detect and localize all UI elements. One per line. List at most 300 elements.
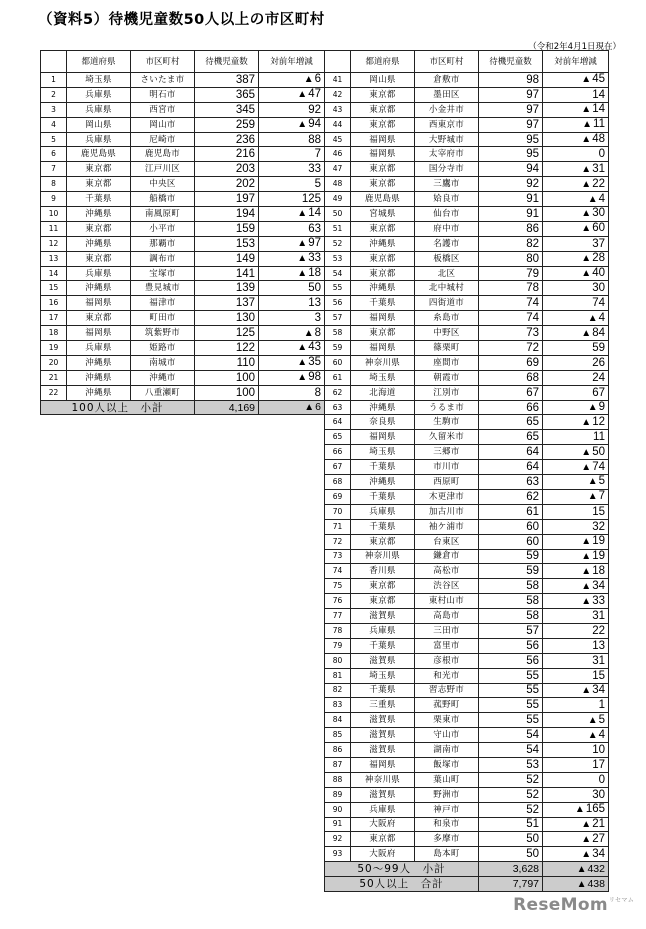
table-row bbox=[325, 683, 609, 698]
change-cell bbox=[259, 102, 325, 117]
table-row bbox=[41, 251, 325, 266]
prefecture-cell: 千葉県 bbox=[351, 519, 415, 534]
prefecture-cell: 大阪府 bbox=[351, 847, 415, 862]
change-cell bbox=[543, 772, 609, 787]
decrease-triangle-icon: ▲ bbox=[587, 491, 598, 503]
table-row bbox=[325, 355, 609, 370]
change-cell bbox=[259, 207, 325, 222]
row-number: 18 bbox=[41, 326, 67, 341]
decrease-triangle-icon: ▲ bbox=[582, 119, 593, 131]
subtotal-row-label: 100人以上 小計 bbox=[41, 400, 195, 415]
change-cell bbox=[543, 817, 609, 832]
row-number: 74 bbox=[325, 564, 351, 579]
row-number: 42 bbox=[325, 87, 351, 102]
table-row bbox=[41, 221, 325, 236]
table-row bbox=[325, 207, 609, 222]
change-value: 17 bbox=[592, 758, 605, 771]
change-cell bbox=[543, 504, 609, 519]
subtotal-row bbox=[41, 400, 325, 415]
row-number: 47 bbox=[325, 162, 351, 177]
change-value: 4 bbox=[598, 192, 605, 205]
decrease-triangle-icon: ▲ bbox=[581, 595, 592, 607]
waiting-count-cell: 56 bbox=[479, 653, 543, 668]
change-cell bbox=[259, 87, 325, 102]
row-number: 77 bbox=[325, 609, 351, 624]
prefecture-cell: 福岡県 bbox=[67, 296, 131, 311]
row-number: 58 bbox=[325, 326, 351, 341]
subtotal-row-waiting: 3,628 bbox=[479, 862, 543, 877]
waiting-count-cell: 110 bbox=[195, 355, 259, 370]
logo-suffix: リセマム bbox=[608, 897, 634, 904]
city-cell: 島本町 bbox=[415, 847, 479, 862]
decrease-triangle-icon: ▲ bbox=[581, 446, 592, 458]
decrease-triangle-icon: ▲ bbox=[581, 461, 592, 473]
change-value: 32 bbox=[592, 520, 605, 533]
city-cell: 生駒市 bbox=[415, 415, 479, 430]
waiting-count-cell: 100 bbox=[195, 370, 259, 385]
waiting-count-cell: 141 bbox=[195, 266, 259, 281]
city-cell: 守山市 bbox=[415, 728, 479, 743]
waiting-count-cell: 58 bbox=[479, 609, 543, 624]
change-value: 31 bbox=[592, 162, 605, 175]
waiting-count-cell: 55 bbox=[479, 713, 543, 728]
city-cell: 菰野町 bbox=[415, 698, 479, 713]
waiting-count-cell: 92 bbox=[479, 177, 543, 192]
row-number: 53 bbox=[325, 251, 351, 266]
row-number: 51 bbox=[325, 221, 351, 236]
change-cell bbox=[259, 251, 325, 266]
change-value: 94 bbox=[308, 118, 321, 131]
change-value: 12 bbox=[592, 415, 605, 428]
city-cell: 四街道市 bbox=[415, 296, 479, 311]
prefecture-cell: 滋賀県 bbox=[351, 713, 415, 728]
city-cell: 台東区 bbox=[415, 534, 479, 549]
change-value: 31 bbox=[592, 654, 605, 667]
waiting-count-cell: 51 bbox=[479, 817, 543, 832]
change-value: 43 bbox=[308, 341, 321, 354]
row-number: 72 bbox=[325, 534, 351, 549]
change-cell bbox=[259, 355, 325, 370]
change-cell bbox=[543, 638, 609, 653]
waiting-count-cell: 97 bbox=[479, 102, 543, 117]
waiting-count-cell: 58 bbox=[479, 594, 543, 609]
change-cell bbox=[543, 460, 609, 475]
change-value: 33 bbox=[592, 594, 605, 607]
grand-total-row-waiting: 7,797 bbox=[479, 877, 543, 892]
row-number: 44 bbox=[325, 117, 351, 132]
prefecture-cell: 兵庫県 bbox=[351, 802, 415, 817]
row-number: 90 bbox=[325, 802, 351, 817]
change-cell bbox=[259, 117, 325, 132]
city-cell: 多摩市 bbox=[415, 832, 479, 847]
change-cell bbox=[543, 609, 609, 624]
city-cell: 船橋市 bbox=[131, 192, 195, 207]
change-value: 33 bbox=[308, 252, 321, 265]
subtotal-row-waiting: 4,169 bbox=[195, 400, 259, 415]
change-cell bbox=[543, 132, 609, 147]
city-cell: 小金井市 bbox=[415, 102, 479, 117]
prefecture-cell: 兵庫県 bbox=[67, 87, 131, 102]
city-cell: 八重瀬町 bbox=[131, 385, 195, 400]
table-row bbox=[325, 519, 609, 534]
city-cell: 墨田区 bbox=[415, 87, 479, 102]
waiting-count-cell: 97 bbox=[479, 87, 543, 102]
prefecture-cell: 埼玉県 bbox=[67, 73, 131, 88]
prefecture-cell: 埼玉県 bbox=[351, 668, 415, 683]
change-value: 28 bbox=[592, 252, 605, 265]
header-row bbox=[41, 51, 325, 73]
decrease-triangle-icon: ▲ bbox=[587, 402, 598, 414]
change-cell bbox=[543, 117, 609, 132]
header-row bbox=[325, 51, 609, 73]
decrease-triangle-icon: ▲ bbox=[581, 416, 592, 428]
prefecture-cell: 北海道 bbox=[351, 385, 415, 400]
table-row bbox=[325, 817, 609, 832]
row-number: 43 bbox=[325, 102, 351, 117]
decrease-triangle-icon: ▲ bbox=[303, 74, 314, 86]
table-row bbox=[325, 832, 609, 847]
waiting-count-cell: 100 bbox=[195, 385, 259, 400]
city-cell: 三郷市 bbox=[415, 445, 479, 460]
row-number: 49 bbox=[325, 192, 351, 207]
table-row bbox=[325, 415, 609, 430]
city-cell: 和光市 bbox=[415, 668, 479, 683]
change-value: 88 bbox=[308, 133, 321, 146]
prefecture-cell: 香川県 bbox=[351, 564, 415, 579]
prefecture-cell: 東京都 bbox=[351, 162, 415, 177]
prefecture-cell: 千葉県 bbox=[351, 489, 415, 504]
waiting-count-cell: 82 bbox=[479, 236, 543, 251]
row-number: 68 bbox=[325, 475, 351, 490]
city-cell: 高松市 bbox=[415, 564, 479, 579]
table-row bbox=[41, 296, 325, 311]
prefecture-cell: 沖縄県 bbox=[351, 475, 415, 490]
row-number: 91 bbox=[325, 817, 351, 832]
table-row bbox=[325, 192, 609, 207]
row-number: 6 bbox=[41, 147, 67, 162]
city-cell: 糸島市 bbox=[415, 311, 479, 326]
change-cell bbox=[543, 147, 609, 162]
waiting-count-cell: 95 bbox=[479, 147, 543, 162]
waiting-count-cell: 58 bbox=[479, 579, 543, 594]
prefecture-cell: 東京都 bbox=[351, 117, 415, 132]
change-cell bbox=[543, 653, 609, 668]
decrease-triangle-icon: ▲ bbox=[581, 104, 592, 116]
change-cell bbox=[543, 862, 609, 877]
prefecture-cell: 兵庫県 bbox=[67, 266, 131, 281]
change-value: 18 bbox=[308, 267, 321, 280]
row-number: 8 bbox=[41, 177, 67, 192]
city-cell: 南風原町 bbox=[131, 207, 195, 222]
waiting-count-cell: 236 bbox=[195, 132, 259, 147]
header-change: 対前年増減 bbox=[543, 51, 609, 73]
change-cell bbox=[259, 311, 325, 326]
row-number: 55 bbox=[325, 281, 351, 296]
decrease-triangle-icon: ▲ bbox=[581, 550, 592, 562]
row-number: 13 bbox=[41, 251, 67, 266]
table-row bbox=[325, 266, 609, 281]
row-number: 89 bbox=[325, 787, 351, 802]
waiting-count-cell: 122 bbox=[195, 341, 259, 356]
waiting-count-cell: 72 bbox=[479, 341, 543, 356]
city-cell: 三田市 bbox=[415, 623, 479, 638]
prefecture-cell: 沖縄県 bbox=[67, 281, 131, 296]
decrease-triangle-icon: ▲ bbox=[297, 119, 308, 131]
waiting-count-cell: 60 bbox=[479, 534, 543, 549]
city-cell: 仙台市 bbox=[415, 207, 479, 222]
table-row bbox=[325, 102, 609, 117]
waiting-count-cell: 66 bbox=[479, 400, 543, 415]
header-no bbox=[325, 51, 351, 73]
city-cell: 篠栗町 bbox=[415, 341, 479, 356]
city-cell: 西原町 bbox=[415, 475, 479, 490]
change-value: 33 bbox=[308, 163, 321, 176]
prefecture-cell: 千葉県 bbox=[351, 683, 415, 698]
change-cell bbox=[543, 787, 609, 802]
row-number: 48 bbox=[325, 177, 351, 192]
change-value: 10 bbox=[592, 744, 605, 757]
waiting-count-cell: 91 bbox=[479, 192, 543, 207]
decrease-triangle-icon: ▲ bbox=[297, 238, 308, 250]
row-number: 63 bbox=[325, 400, 351, 415]
change-value: 14 bbox=[592, 103, 605, 116]
prefecture-cell: 東京都 bbox=[351, 87, 415, 102]
decrease-triangle-icon: ▲ bbox=[581, 268, 592, 280]
table-row bbox=[325, 117, 609, 132]
row-number: 92 bbox=[325, 832, 351, 847]
change-value: 125 bbox=[301, 193, 321, 206]
row-number: 75 bbox=[325, 579, 351, 594]
city-cell: 江戸川区 bbox=[131, 162, 195, 177]
waiting-count-cell: 54 bbox=[479, 743, 543, 758]
header-prefecture: 都道府県 bbox=[351, 51, 415, 73]
row-number: 85 bbox=[325, 728, 351, 743]
change-value: 11 bbox=[593, 118, 605, 131]
table-row bbox=[41, 73, 325, 88]
row-number: 61 bbox=[325, 370, 351, 385]
change-cell bbox=[543, 877, 609, 892]
prefecture-cell: 兵庫県 bbox=[351, 504, 415, 519]
change-cell bbox=[543, 355, 609, 370]
change-value: 5 bbox=[314, 178, 321, 191]
city-cell: 府中市 bbox=[415, 221, 479, 236]
decrease-triangle-icon: ▲ bbox=[581, 818, 592, 830]
row-number: 57 bbox=[325, 311, 351, 326]
decrease-triangle-icon: ▲ bbox=[587, 193, 598, 205]
decrease-triangle-icon: ▲ bbox=[581, 848, 592, 860]
prefecture-cell: 福岡県 bbox=[351, 132, 415, 147]
row-number: 16 bbox=[41, 296, 67, 311]
change-cell bbox=[543, 564, 609, 579]
row-number: 7 bbox=[41, 162, 67, 177]
row-number: 71 bbox=[325, 519, 351, 534]
logo-text: ReseMom bbox=[513, 895, 608, 915]
change-value: 50 bbox=[308, 282, 321, 295]
city-cell: 三鷹市 bbox=[415, 177, 479, 192]
change-cell bbox=[259, 385, 325, 400]
row-number: 88 bbox=[325, 772, 351, 787]
row-number: 62 bbox=[325, 385, 351, 400]
city-cell: 湖南市 bbox=[415, 743, 479, 758]
row-number: 10 bbox=[41, 207, 67, 222]
prefecture-cell: 東京都 bbox=[351, 534, 415, 549]
city-cell: さいたま市 bbox=[131, 73, 195, 88]
city-cell: 江別市 bbox=[415, 385, 479, 400]
table-row bbox=[325, 385, 609, 400]
change-value: 5 bbox=[598, 475, 605, 488]
decrease-triangle-icon: ▲ bbox=[581, 163, 592, 175]
city-cell: 筑紫野市 bbox=[131, 326, 195, 341]
waiting-count-cell: 50 bbox=[479, 832, 543, 847]
city-cell: 明石市 bbox=[131, 87, 195, 102]
city-cell: 岡山市 bbox=[131, 117, 195, 132]
change-cell bbox=[259, 370, 325, 385]
waiting-count-cell: 194 bbox=[195, 207, 259, 222]
prefecture-cell: 東京都 bbox=[351, 251, 415, 266]
waiting-count-cell: 387 bbox=[195, 73, 259, 88]
prefecture-cell: 東京都 bbox=[351, 177, 415, 192]
decrease-triangle-icon: ▲ bbox=[581, 208, 592, 220]
city-cell: 袖ケ浦市 bbox=[415, 519, 479, 534]
city-cell: 小平市 bbox=[131, 221, 195, 236]
waiting-count-cell: 202 bbox=[195, 177, 259, 192]
table-row bbox=[325, 296, 609, 311]
change-cell bbox=[543, 757, 609, 772]
change-value: 67 bbox=[592, 386, 605, 399]
change-cell bbox=[543, 73, 609, 88]
city-cell: 飯塚市 bbox=[415, 757, 479, 772]
decrease-triangle-icon: ▲ bbox=[581, 178, 592, 190]
change-cell bbox=[259, 73, 325, 88]
waiting-count-cell: 345 bbox=[195, 102, 259, 117]
prefecture-cell: 福岡県 bbox=[351, 757, 415, 772]
city-cell: 南城市 bbox=[131, 355, 195, 370]
city-cell: 倉敷市 bbox=[415, 73, 479, 88]
waiting-count-cell: 55 bbox=[479, 668, 543, 683]
row-number: 41 bbox=[325, 73, 351, 88]
city-cell: 加古川市 bbox=[415, 504, 479, 519]
city-cell: 富里市 bbox=[415, 638, 479, 653]
city-cell: 姶良市 bbox=[415, 192, 479, 207]
city-cell: 鎌倉市 bbox=[415, 549, 479, 564]
table-row bbox=[325, 728, 609, 743]
waiting-count-cell: 79 bbox=[479, 266, 543, 281]
decrease-triangle-icon: ▲ bbox=[576, 863, 587, 875]
table-row bbox=[41, 311, 325, 326]
table-row bbox=[41, 117, 325, 132]
change-cell bbox=[259, 400, 325, 415]
city-cell: 大野城市 bbox=[415, 132, 479, 147]
row-number: 46 bbox=[325, 147, 351, 162]
table-row bbox=[325, 594, 609, 609]
waiting-count-cell: 67 bbox=[479, 385, 543, 400]
prefecture-cell: 沖縄県 bbox=[67, 355, 131, 370]
row-number: 52 bbox=[325, 236, 351, 251]
waiting-count-cell: 149 bbox=[195, 251, 259, 266]
row-number: 76 bbox=[325, 594, 351, 609]
decrease-triangle-icon: ▲ bbox=[587, 312, 598, 324]
table-row bbox=[325, 549, 609, 564]
header-no bbox=[41, 51, 67, 73]
decrease-triangle-icon: ▲ bbox=[581, 223, 592, 235]
row-number: 45 bbox=[325, 132, 351, 147]
change-cell bbox=[543, 400, 609, 415]
table-row bbox=[325, 460, 609, 475]
prefecture-cell: 鹿児島県 bbox=[351, 192, 415, 207]
waiting-count-cell: 64 bbox=[479, 445, 543, 460]
city-cell: 朝霞市 bbox=[415, 370, 479, 385]
table-row bbox=[325, 370, 609, 385]
city-cell: 彦根市 bbox=[415, 653, 479, 668]
prefecture-cell: 大阪府 bbox=[351, 817, 415, 832]
prefecture-cell: 東京都 bbox=[67, 221, 131, 236]
table-row bbox=[41, 341, 325, 356]
row-number: 2 bbox=[41, 87, 67, 102]
change-value: 30 bbox=[592, 207, 605, 220]
change-value: 98 bbox=[308, 371, 321, 384]
waiting-count-cell: 130 bbox=[195, 311, 259, 326]
row-number: 3 bbox=[41, 102, 67, 117]
table-row bbox=[41, 281, 325, 296]
row-number: 56 bbox=[325, 296, 351, 311]
waiting-count-cell: 91 bbox=[479, 207, 543, 222]
change-cell bbox=[543, 162, 609, 177]
city-cell: 神戸市 bbox=[415, 802, 479, 817]
waiting-count-cell: 50 bbox=[479, 847, 543, 862]
city-cell: 宝塚市 bbox=[131, 266, 195, 281]
change-cell bbox=[543, 177, 609, 192]
table-row bbox=[325, 713, 609, 728]
city-cell: 姫路市 bbox=[131, 341, 195, 356]
change-value: 7 bbox=[598, 490, 605, 503]
waiting-count-cell: 98 bbox=[479, 73, 543, 88]
prefecture-cell: 福岡県 bbox=[351, 430, 415, 445]
city-cell: 久留米市 bbox=[415, 430, 479, 445]
change-cell bbox=[543, 251, 609, 266]
table-row bbox=[325, 743, 609, 758]
prefecture-cell: 滋賀県 bbox=[351, 653, 415, 668]
prefecture-cell: 岡山県 bbox=[67, 117, 131, 132]
waiting-count-cell: 55 bbox=[479, 698, 543, 713]
change-value: 3 bbox=[314, 312, 321, 325]
waiting-count-cell: 365 bbox=[195, 87, 259, 102]
table-row bbox=[41, 177, 325, 192]
prefecture-cell: 東京都 bbox=[351, 266, 415, 281]
change-value: 50 bbox=[592, 445, 605, 458]
prefecture-cell: 三重県 bbox=[351, 698, 415, 713]
table-row bbox=[41, 132, 325, 147]
table-row bbox=[325, 698, 609, 713]
table-row bbox=[325, 504, 609, 519]
waiting-count-cell: 139 bbox=[195, 281, 259, 296]
change-cell bbox=[543, 847, 609, 862]
waiting-count-cell: 59 bbox=[479, 549, 543, 564]
prefecture-cell: 東京都 bbox=[351, 326, 415, 341]
change-value: 34 bbox=[592, 579, 605, 592]
change-cell bbox=[259, 132, 325, 147]
city-cell: 板橋区 bbox=[415, 251, 479, 266]
prefecture-cell: 滋賀県 bbox=[351, 728, 415, 743]
city-cell: 中野区 bbox=[415, 326, 479, 341]
prefecture-cell: 兵庫県 bbox=[351, 623, 415, 638]
city-cell: 和泉市 bbox=[415, 817, 479, 832]
row-number: 87 bbox=[325, 757, 351, 772]
change-cell bbox=[543, 623, 609, 638]
table-row bbox=[325, 564, 609, 579]
waiting-count-cell: 64 bbox=[479, 460, 543, 475]
prefecture-cell: 滋賀県 bbox=[351, 609, 415, 624]
change-value: 35 bbox=[308, 356, 321, 369]
